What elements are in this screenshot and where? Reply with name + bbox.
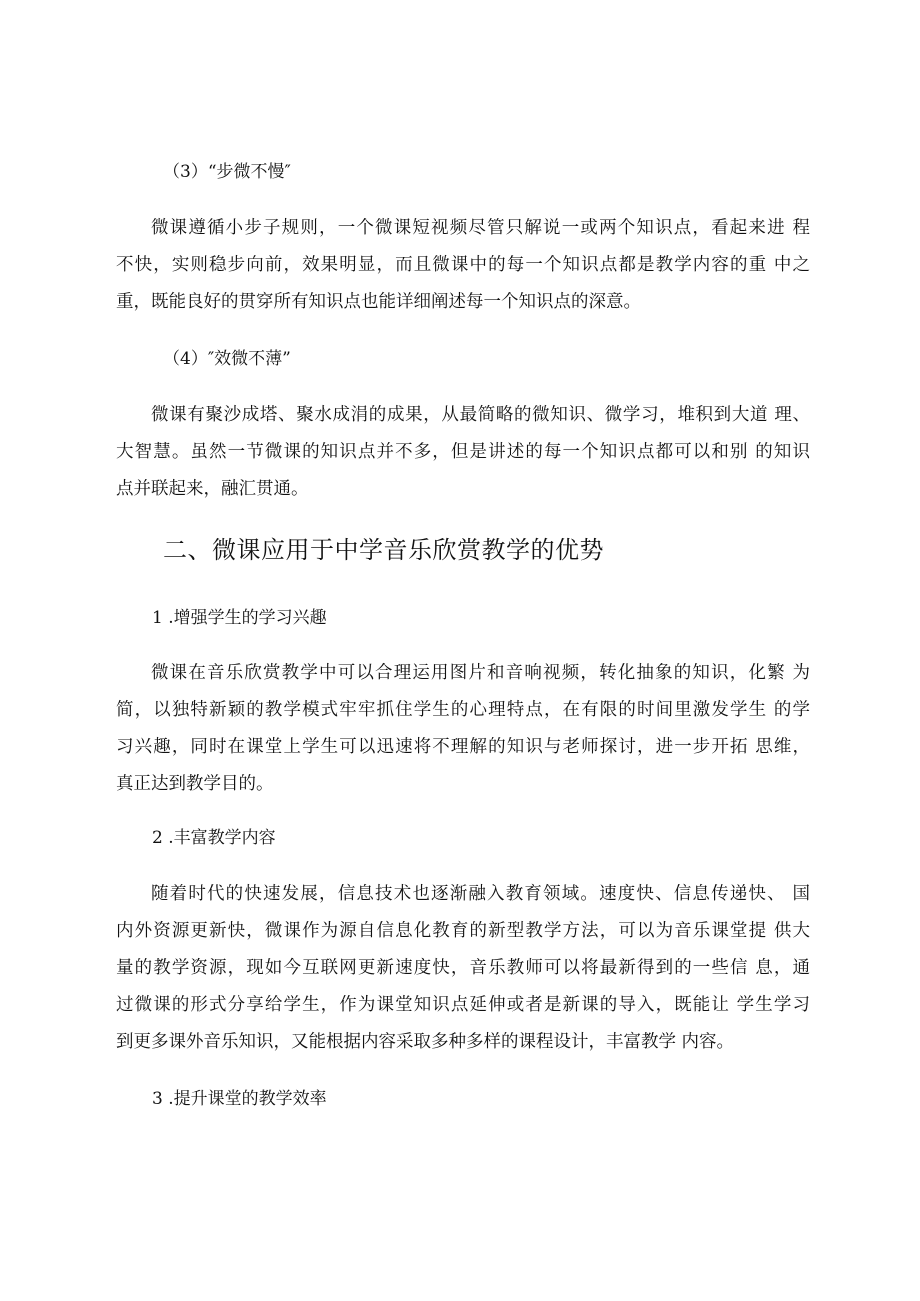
paragraph-line: 大智慧。虽然一节微课的知识点并不多，但是讲述的每一个知识点都可以和别 的知识 bbox=[116, 442, 810, 462]
paragraph-line: 真正达到教学目的。 bbox=[116, 774, 274, 794]
paragraph-line: 微课遵循小步子规则，一个微课短视频尽管只解说一或两个知识点，看起来进 程 bbox=[151, 218, 810, 238]
paragraph-line: 重，既能良好的贯穿所有知识点也能详细阐述每一个知识点的深意。 bbox=[116, 292, 641, 312]
sub-heading-3: （3）“步微不慢″ bbox=[163, 162, 291, 182]
paragraph-line: 微课有聚沙成塔、聚水成涓的成果，从最简略的微知识、微学习，堆积到大道 理、 bbox=[151, 405, 810, 425]
paragraph-step-small bbox=[116, 210, 810, 321]
paragraph-line: 点并联起来，融汇贯通。 bbox=[116, 479, 309, 499]
paragraph-effect-small bbox=[116, 397, 810, 508]
sub-heading-4: （4）″效微不薄” bbox=[163, 349, 291, 369]
paragraph-line: 微课在音乐欣赏教学中可以合理运用图片和音响视频，转化抽象的知识，化繁 为 bbox=[151, 663, 810, 683]
item-title-2: 2 .丰富教学内容 bbox=[152, 828, 276, 848]
paragraph-interest bbox=[116, 655, 810, 803]
section-heading: 二、微课应用于中学音乐欣赏教学的优势 bbox=[163, 536, 604, 564]
paragraph-content bbox=[116, 876, 810, 1061]
paragraph-line: 内外资源更新快，微课作为源自信息化教育的新型教学方法，可以为音乐课堂提 供大 bbox=[116, 921, 810, 941]
paragraph-line: 随着时代的快速发展，信息技术也逐渐融入教育领域。速度快、信息传递快、 国 bbox=[151, 884, 810, 904]
item-title-1: 1 .增强学生的学习兴趣 bbox=[152, 608, 327, 628]
paragraph-line: 习兴趣，同时在课堂上学生可以迅速将不理解的知识与老师探讨，进一步开拓 思维， bbox=[116, 737, 810, 757]
paragraph-line: 过微课的形式分享给学生，作为课堂知识点延伸或者是新课的导入，既能让 学生学习 bbox=[116, 995, 810, 1015]
paragraph-line: 量的教学资源，现如今互联网更新速度快，音乐教师可以将最新得到的一些信 息，通 bbox=[116, 958, 810, 978]
paragraph-line: 到更多课外音乐知识，又能根据内容采取多种多样的课程设计，丰富教学 内容。 bbox=[116, 1032, 735, 1052]
paragraph-line: 简，以独特新颖的教学模式牢牢抓住学生的心理特点，在有限的时间里激发学生 的学 bbox=[116, 700, 810, 720]
item-title-3: 3 .提升课堂的教学效率 bbox=[152, 1089, 327, 1109]
paragraph-line: 不快，实则稳步向前，效果明显，而且微课中的每一个知识点都是教学内容的重 中之 bbox=[116, 255, 810, 275]
